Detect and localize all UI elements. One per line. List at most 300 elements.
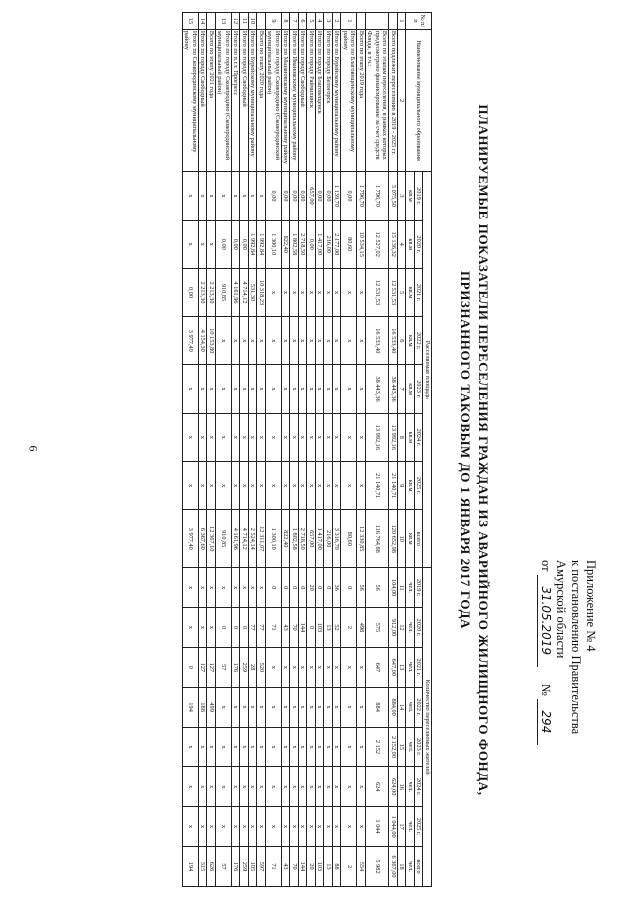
row-value: x — [257, 462, 266, 510]
row-value: x — [240, 317, 249, 365]
row-name: Итого по п.г.т. Прогресс — [232, 29, 241, 171]
row-value: x — [207, 220, 216, 268]
row-value: 259 — [240, 847, 249, 887]
row-value: x — [290, 687, 299, 727]
header-year: 2022 г. — [415, 687, 424, 727]
row-value: 624,00 — [389, 767, 398, 807]
header-column-number: 18 — [398, 847, 407, 887]
row-value: 0,00 — [232, 220, 241, 268]
row-value: 15 136,32 — [389, 220, 398, 268]
row-value: x — [341, 413, 357, 461]
row-value: 554 — [357, 847, 366, 887]
row-value: 57 — [216, 647, 232, 687]
row-value: 499 — [207, 687, 216, 727]
row-number: 13 — [216, 13, 232, 30]
header-year: 2023 г. — [415, 727, 424, 767]
row-value: x — [199, 568, 208, 608]
row-value: x — [216, 807, 232, 847]
header-column-number: 7 — [398, 365, 407, 413]
row-value: 6 367,00 — [389, 847, 398, 887]
row-value: x — [232, 767, 241, 807]
row-value: x — [240, 568, 249, 608]
row-value: x — [199, 413, 208, 461]
row-value: x — [290, 807, 299, 847]
row-value: 1 139,70 — [333, 172, 342, 220]
row-value: 57 — [216, 847, 232, 887]
row-number: 10 — [249, 13, 258, 30]
row-value: x — [216, 365, 232, 413]
header-people-group: Количество переселяемых жителей — [423, 568, 432, 887]
row-value: x — [357, 365, 366, 413]
row-value: x — [257, 172, 266, 220]
row-value: 10 534,15 — [357, 220, 366, 268]
row-value: x — [341, 687, 357, 727]
row-value: x — [290, 268, 299, 316]
row-value: x — [357, 767, 366, 807]
row-value: x — [266, 687, 282, 727]
row-value: x — [341, 462, 357, 510]
row-value: x — [333, 462, 342, 510]
header-column-number: 14 — [398, 687, 407, 727]
row-value: x — [257, 413, 266, 461]
row-value: x — [341, 268, 357, 316]
header-year: 2023 г. — [415, 365, 424, 413]
row-value: x — [257, 767, 266, 807]
row-name: Итого по Ивановскому муниципальному району — [290, 29, 299, 171]
row-value: 120 652,98 — [389, 510, 398, 568]
row-value: x — [299, 687, 308, 727]
row-value: x — [232, 365, 241, 413]
row-value: 52 — [333, 608, 342, 648]
row-value: 657,00 — [307, 172, 316, 220]
row-value: x — [333, 317, 342, 365]
row-value: 5 075,50 — [389, 172, 398, 220]
header-unit: чел. — [406, 727, 415, 767]
resettlement-table — [182, 12, 432, 887]
row-value: 10 318,23 — [257, 268, 266, 316]
row-value: x — [232, 172, 241, 220]
row-value: 104,00 — [389, 568, 398, 608]
table-row — [357, 13, 366, 887]
row-number — [357, 13, 366, 30]
row-value: 16 533,40 — [389, 317, 398, 365]
header-unit: кв.м — [406, 462, 415, 510]
row-value: x — [316, 647, 325, 687]
row-value: 647 — [366, 647, 390, 687]
row-value: 657,00 — [307, 510, 316, 568]
header-column-number: 10 — [398, 510, 407, 568]
row-value: x — [324, 317, 333, 365]
table-row — [341, 13, 357, 887]
header-year: 2025 г. — [415, 807, 424, 847]
row-value: 0 — [183, 647, 199, 687]
row-number: 6 — [299, 13, 308, 30]
header-column-number: 17 — [398, 807, 407, 847]
row-value: 2 152,00 — [389, 727, 398, 767]
header-unit: чел. — [406, 847, 415, 887]
row-name: Всего по этапу 2020 года — [257, 29, 266, 171]
row-value: 1 044 — [366, 807, 390, 847]
table-row — [199, 13, 208, 887]
row-value: x — [357, 647, 366, 687]
header-unit: чел. — [406, 647, 415, 687]
table-row — [249, 13, 258, 887]
header-num: № п/п — [406, 13, 432, 30]
row-value: 127 — [207, 647, 216, 687]
header-column-number: 16 — [398, 767, 407, 807]
row-value: 70 — [290, 608, 299, 648]
row-value: 188 — [199, 687, 208, 727]
row-value: 2 — [341, 608, 357, 648]
row-value: 0 — [232, 608, 241, 648]
header-unit: чел. — [406, 608, 415, 648]
header-unit: кв.м — [406, 317, 415, 365]
title-line-2: ПРИЗНАННОГО ТАКОВЫМ ДО 1 ЯНВАРЯ 2017 ГОДА — [458, 270, 473, 630]
row-value: x — [316, 767, 325, 807]
row-value: 80,60 — [341, 510, 357, 568]
row-value: x — [232, 807, 241, 847]
header-year: 2021 г. — [415, 647, 424, 687]
table-row — [183, 13, 199, 887]
row-value: 912,00 — [389, 608, 398, 648]
row-value: x — [333, 647, 342, 687]
row-value: x — [207, 172, 216, 220]
row-value: x — [199, 608, 208, 648]
row-value: 531,30 — [249, 268, 258, 316]
header-column-number: 1 — [398, 13, 407, 30]
row-number: 11 — [240, 13, 249, 30]
row-value: x — [307, 687, 316, 727]
row-value: x — [341, 807, 357, 847]
row-value: 2 524,14 — [249, 510, 258, 568]
row-value: x — [357, 462, 366, 510]
row-value: 56 — [366, 568, 390, 608]
row-value: 88 — [333, 847, 342, 887]
row-value: x — [249, 807, 258, 847]
row-value: 21 140,71 — [389, 462, 398, 510]
row-value: 1 300,10 — [266, 510, 282, 568]
row-value: 1 300,10 — [266, 220, 282, 268]
row-value: x — [316, 727, 325, 767]
row-value: x — [324, 727, 333, 767]
row-value: 194 — [183, 847, 199, 887]
row-value: x — [249, 172, 258, 220]
row-value: 0 — [299, 568, 308, 608]
row-value: 0 — [341, 568, 357, 608]
row-value: x — [183, 462, 199, 510]
row-number: 14 — [199, 13, 208, 30]
row-value: x — [232, 687, 241, 727]
row-value: 0 — [316, 568, 325, 608]
header-column-number: 12 — [398, 608, 407, 648]
table-body — [183, 13, 398, 887]
row-value: 13 — [324, 847, 333, 887]
row-value: 1 796,70 — [357, 172, 366, 220]
header-area-group: Расселяемая площадь — [423, 172, 432, 568]
row-value: x — [266, 268, 282, 316]
row-value: 77 — [249, 608, 258, 648]
row-value: 103 — [316, 608, 325, 648]
table-row — [240, 13, 249, 887]
row-value: x — [257, 568, 266, 608]
row-value: x — [183, 727, 199, 767]
row-name: Итого по Сковородинскому муниципальному району — [183, 29, 199, 171]
table-row — [299, 13, 308, 887]
table-row — [389, 13, 398, 887]
row-value: x — [282, 365, 291, 413]
row-value: 0,00 — [240, 220, 249, 268]
row-value: x — [216, 462, 232, 510]
header-unit: кв.м — [406, 413, 415, 461]
row-value: x — [199, 172, 208, 220]
header-column-numbers-row — [398, 13, 407, 887]
table-row — [324, 13, 333, 887]
row-value: 0 — [240, 608, 249, 648]
row-value: 0 — [282, 568, 291, 608]
row-value: x — [333, 767, 342, 807]
row-value: 597 — [257, 847, 266, 887]
row-value: 13 — [324, 608, 333, 648]
row-name: Всего по этапу 2019 года — [357, 29, 366, 171]
row-number: 12 — [232, 13, 241, 30]
table-row — [257, 13, 266, 887]
row-value: 13 992,16 — [389, 413, 398, 461]
row-value: x — [299, 647, 308, 687]
row-value: 20 — [307, 847, 316, 887]
row-value: 1 992,84 — [257, 220, 266, 268]
row-value: x — [282, 268, 291, 316]
row-name: Всего по этапам переселения, в рамках которых предусмотрено финансирование за счет средств Фонда, в т.ч.: — [366, 29, 390, 171]
row-number — [366, 13, 390, 30]
row-value: 2 152 — [366, 727, 390, 767]
row-value: x — [307, 462, 316, 510]
header-column-number: 5 — [398, 268, 407, 316]
row-value: 5 982 — [366, 847, 390, 887]
row-value: x — [299, 413, 308, 461]
row-value: 1 417,00 — [316, 220, 325, 268]
row-value: 176 — [232, 647, 241, 687]
row-value: x — [266, 462, 282, 510]
row-value: x — [183, 608, 199, 648]
row-value: 0,00 — [341, 172, 357, 220]
header-year: 2020 г. — [415, 608, 424, 648]
row-number — [389, 13, 398, 30]
row-name: Итого по Мазановскому муниципальному району — [282, 29, 291, 171]
row-name: Всего подлежит переселению в 2019 - 2025 гг. — [389, 29, 398, 171]
row-number: 15 — [183, 13, 199, 30]
appendix-date-line — [537, 560, 553, 820]
row-value: x — [249, 462, 258, 510]
header-unit: кв.м — [406, 268, 415, 316]
row-value: 2 — [341, 847, 357, 887]
row-value: x — [324, 647, 333, 687]
row-value: x — [232, 568, 241, 608]
row-value: x — [316, 317, 325, 365]
row-value: 70 — [290, 847, 299, 887]
row-value: x — [307, 807, 316, 847]
row-value: 13 992,16 — [366, 413, 390, 461]
row-value: x — [216, 413, 232, 461]
row-value: x — [216, 568, 232, 608]
header-column-number: 8 — [398, 413, 407, 461]
row-value: x — [266, 413, 282, 461]
row-value: x — [240, 727, 249, 767]
row-value: 21 140,71 — [366, 462, 390, 510]
row-value: 38 443,36 — [389, 365, 398, 413]
row-value: x — [299, 727, 308, 767]
table-row — [216, 13, 232, 887]
row-value: x — [341, 647, 357, 687]
row-value: 2 213,30 — [199, 268, 208, 316]
row-value: x — [357, 807, 366, 847]
row-value: 4 714,12 — [240, 268, 249, 316]
row-value: 1 992,84 — [249, 220, 258, 268]
row-value: x — [216, 687, 232, 727]
row-value: x — [249, 568, 258, 608]
header-column-number: 6 — [398, 317, 407, 365]
row-value: x — [357, 317, 366, 365]
row-value: x — [216, 317, 232, 365]
row-value: 38 443,36 — [366, 365, 390, 413]
row-value: x — [324, 767, 333, 807]
row-value: x — [183, 172, 199, 220]
table-row — [366, 13, 390, 887]
row-value: x — [316, 413, 325, 461]
header-unit: кв.м — [406, 510, 415, 568]
row-value: 2 177,00 — [333, 220, 342, 268]
row-value: x — [207, 568, 216, 608]
row-value: x — [357, 687, 366, 727]
row-name: Всего по этапу 2021 года — [207, 29, 216, 171]
header-unit: кв.м — [406, 220, 415, 268]
row-value: x — [299, 462, 308, 510]
row-value: x — [257, 687, 266, 727]
table-row — [316, 13, 325, 887]
row-value: x — [307, 268, 316, 316]
row-value: x — [240, 687, 249, 727]
row-value: x — [316, 462, 325, 510]
row-value: 624 — [366, 767, 390, 807]
row-value: 12 367,10 — [207, 510, 216, 568]
row-value: 315 — [199, 847, 208, 887]
row-value: x — [199, 462, 208, 510]
row-value: x — [341, 727, 357, 767]
row-value: x — [207, 365, 216, 413]
row-value: 2 718,50 — [299, 220, 308, 268]
row-value: x — [199, 365, 208, 413]
row-value: x — [341, 365, 357, 413]
row-value: 194 — [183, 687, 199, 727]
row-value: 2 718,50 — [299, 510, 308, 568]
row-value: 12 527,02 — [366, 220, 390, 268]
row-value: x — [290, 727, 299, 767]
row-value: x — [290, 317, 299, 365]
row-value: x — [333, 727, 342, 767]
row-value: x — [282, 317, 291, 365]
row-number: 1 — [341, 13, 357, 30]
row-value: x — [207, 608, 216, 648]
row-value: 56 — [357, 568, 366, 608]
row-name: Итого по городу Белогорск — [324, 29, 333, 171]
header-column-number: 13 — [398, 647, 407, 687]
row-value: x — [257, 727, 266, 767]
row-value: 822,40 — [282, 510, 291, 568]
header-year: 2019 г. — [415, 172, 424, 220]
header-unit: кв.м — [406, 172, 415, 220]
row-value: 0,00 — [307, 220, 316, 268]
row-value: x — [240, 413, 249, 461]
header-year: 2022 г. — [415, 317, 424, 365]
row-value: 1 802,58 — [290, 220, 299, 268]
row-value: x — [249, 365, 258, 413]
row-value: 626 — [207, 847, 216, 887]
row-value: 498 — [357, 608, 366, 648]
header-year: 2019 г. — [415, 568, 424, 608]
table-row — [232, 13, 241, 887]
header-unit: чел. — [406, 767, 415, 807]
document-title — [456, 40, 492, 860]
row-value: x — [266, 647, 282, 687]
row-value: x — [249, 687, 258, 727]
row-value: x — [199, 767, 208, 807]
row-value: 20 — [307, 568, 316, 608]
row-value: 144 — [299, 847, 308, 887]
row-value: 43 — [282, 608, 291, 648]
row-value: x — [357, 727, 366, 767]
row-value: 0,00 — [316, 172, 325, 220]
row-value: x — [282, 687, 291, 727]
row-value: x — [282, 727, 291, 767]
row-value: x — [333, 807, 342, 847]
row-value: x — [207, 767, 216, 807]
row-value: 0 — [324, 568, 333, 608]
row-value: x — [307, 317, 316, 365]
row-name: Итого по Бурейскому муниципальному району — [333, 29, 342, 171]
row-name: Итого по городу Сковородино (Сковородинский муниципальный район) — [266, 29, 282, 171]
date-value: 31.05.2019 — [537, 575, 553, 667]
row-value: 3 977,40 — [183, 510, 199, 568]
row-value: x — [299, 268, 308, 316]
row-value: x — [266, 727, 282, 767]
row-value: 884,00 — [389, 687, 398, 727]
number-value: 294 — [537, 699, 553, 745]
row-value: x — [299, 365, 308, 413]
row-value: x — [357, 268, 366, 316]
row-number: 7 — [290, 13, 299, 30]
header-name: Наименование муниципального образования — [406, 29, 432, 171]
row-value: 80,60 — [341, 220, 357, 268]
row-value: 43 — [282, 847, 291, 887]
row-value: x — [232, 727, 241, 767]
row-value: 3 316,70 — [333, 510, 342, 568]
row-value: 36 — [333, 568, 342, 608]
row-value: 4 161,96 — [232, 510, 241, 568]
row-value: 16 533,40 — [366, 317, 390, 365]
row-name: Итого по городу Свободный — [299, 29, 308, 171]
row-value: 77 — [257, 608, 266, 648]
appendix-line-3: Амурской области — [554, 560, 568, 659]
row-value: x — [183, 220, 199, 268]
row-value: x — [216, 767, 232, 807]
row-value: x — [324, 687, 333, 727]
row-value: x — [324, 413, 333, 461]
row-value: x — [257, 317, 266, 365]
row-value: x — [266, 317, 282, 365]
row-value: x — [282, 462, 291, 510]
row-value: 3 977,40 — [183, 317, 199, 365]
row-value: x — [316, 687, 325, 727]
row-value: 0,00 — [183, 268, 199, 316]
